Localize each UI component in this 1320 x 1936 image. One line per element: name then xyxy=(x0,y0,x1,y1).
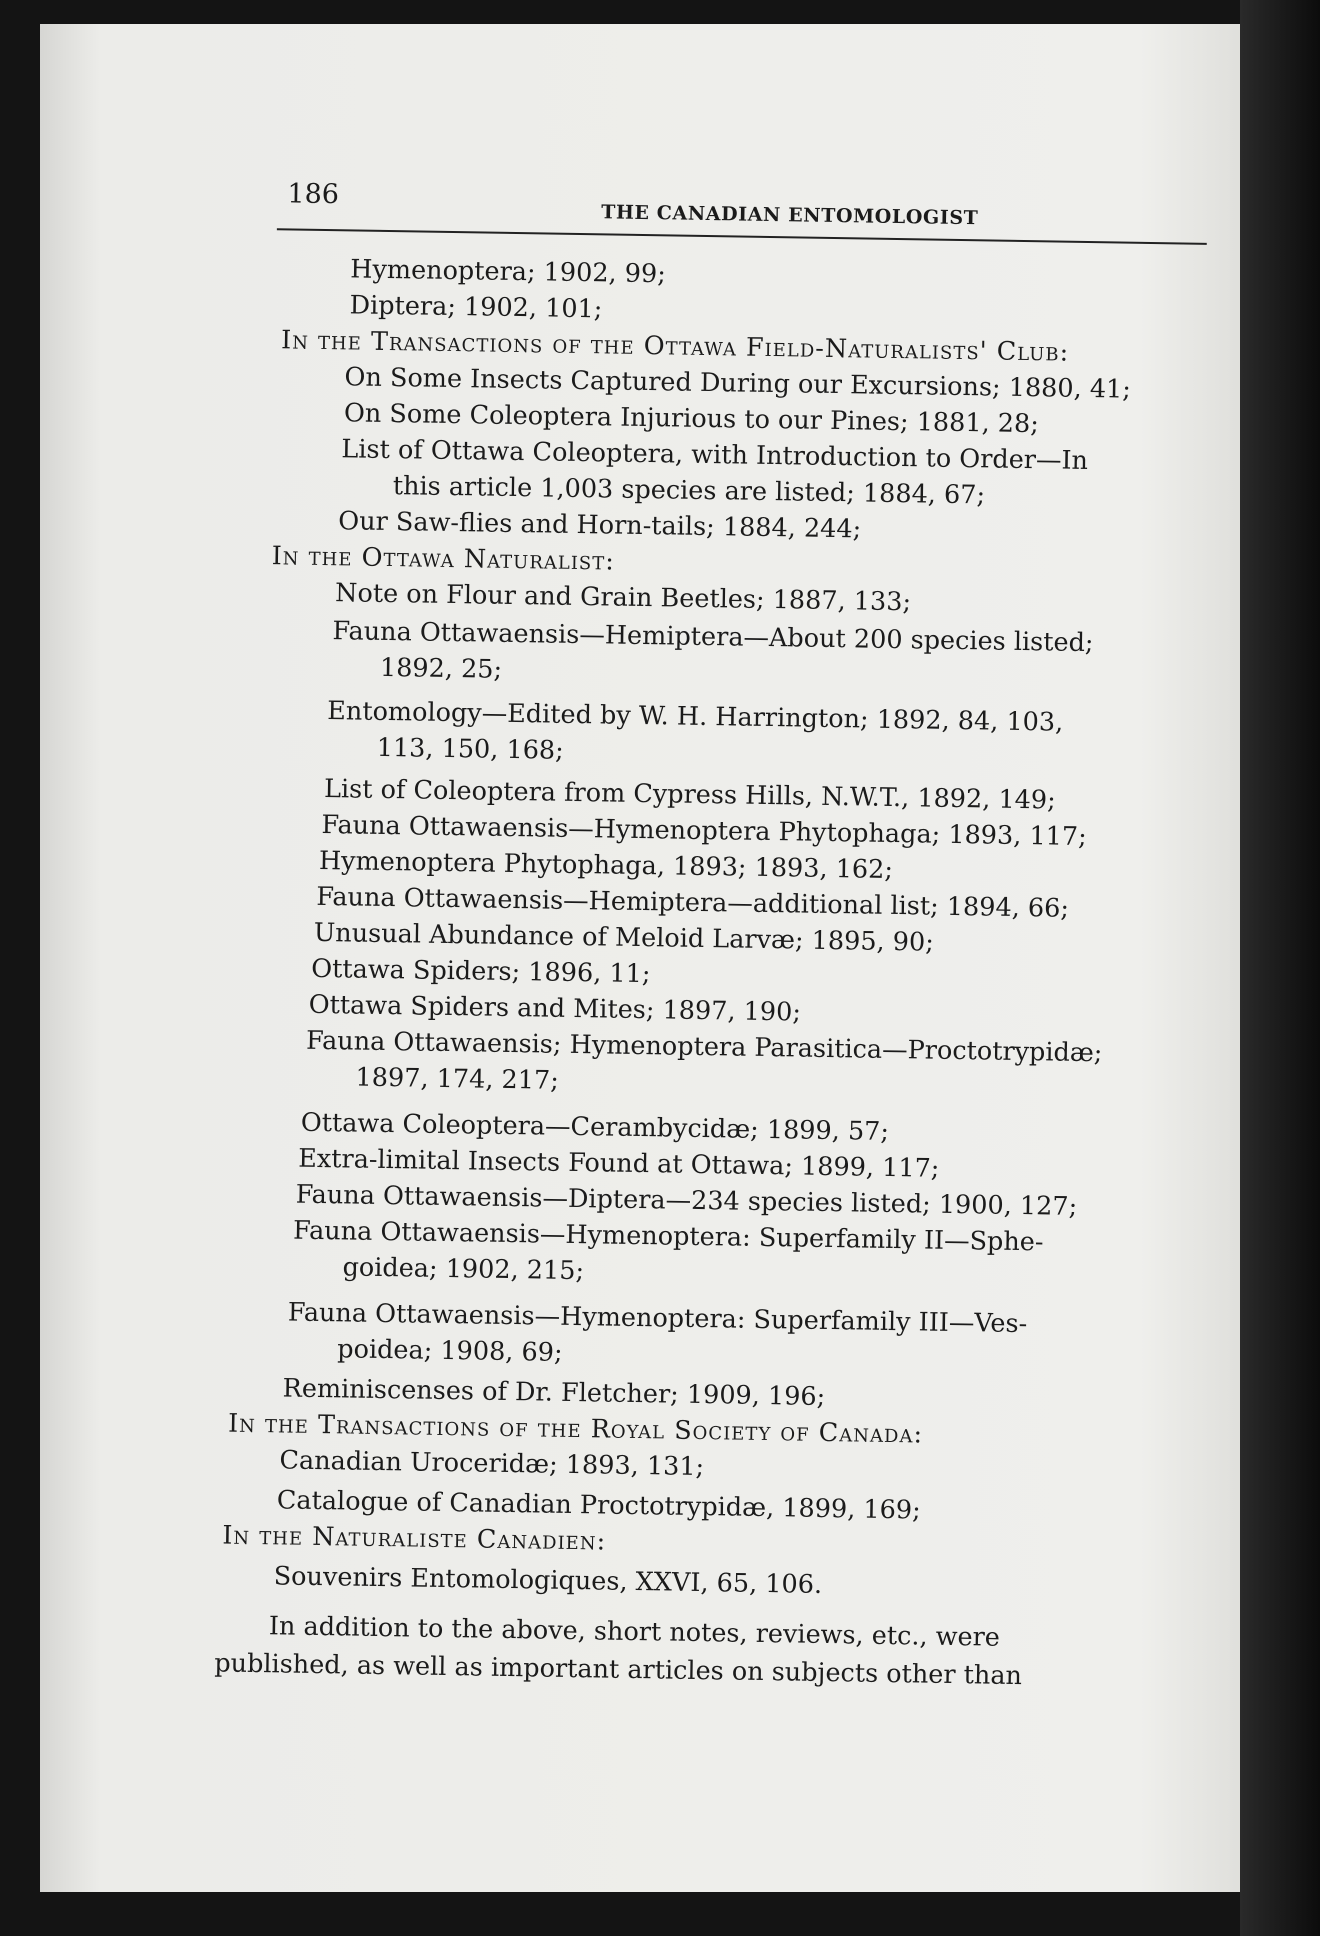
entry-line: On Some Coleoptera Injurious to our Pines; 1881, 28; xyxy=(343,398,1040,440)
section-heading: In the Transactions of the Royal Society of Canada: xyxy=(227,1408,924,1450)
entry-continuation: 113, 150, 168; xyxy=(376,732,564,766)
entry-line: On Some Insects Captured During our Excursions; 1880, 41; xyxy=(344,362,1132,405)
entry-line: List of Ottawa Coleoptera, with Introduction to Order—In xyxy=(341,434,1089,476)
entry-line: Souvenirs Entomologiques, XXVI, 65, 106. xyxy=(273,1561,823,1600)
entry-line: Diptera; 1902, 101; xyxy=(349,290,603,325)
section-heading: In the Transactions of the Ottawa Field-Naturalists' Club: xyxy=(280,325,1070,368)
entry-line: Reminiscenses of Dr. Fletcher; 1909, 196; xyxy=(282,1373,826,1412)
entry-line: Fauna Ottawaensis—Hymenoptera: Superfamily III—Ves- xyxy=(287,1297,1028,1340)
entry-line: Fauna Ottawaensis—Diptera—234 species listed; 1900, 127; xyxy=(295,1179,1078,1222)
running-head: THE CANADIAN ENTOMOLOGIST xyxy=(601,201,979,230)
entry-line: Fauna Ottawaensis; Hymenoptera Parasitica—Proctotrypidæ; xyxy=(305,1025,1103,1069)
header-rule xyxy=(277,228,1207,245)
entry-continuation: 1892, 25; xyxy=(379,652,503,685)
entry-line: Fauna Ottawaensis—Hemiptera—additional list; 1894, 66; xyxy=(316,881,1070,924)
paragraph-line: published, as well as important articles on subjects other than xyxy=(214,1648,1023,1692)
entry-line: Ottawa Spiders and Mites; 1897, 190; xyxy=(308,989,802,1028)
page-text-block xyxy=(25,15,1296,1902)
entry-line: Hymenoptera Phytophaga, 1893; 1893, 162; xyxy=(318,845,894,885)
paragraph-line: In addition to the above, short notes, reviews, etc., were xyxy=(268,1611,1001,1653)
entry-continuation: poidea; 1908, 69; xyxy=(337,1334,563,1368)
entry-line: List of Coleoptera from Cypress Hills, N.W.T., 1892, 149; xyxy=(323,774,1056,816)
entry-line: Fauna Ottawaensis—Hymenoptera Phytophaga; 1893, 117; xyxy=(321,809,1087,853)
entry-line: Extra-limital Insects Found at Ottawa; 1899, 117; xyxy=(298,1143,940,1184)
entry-line: Canadian Uroceridæ; 1893, 131; xyxy=(279,1445,705,1483)
entry-line: Hymenoptera; 1902, 99; xyxy=(350,254,667,290)
entry-line: Unusual Abundance of Meloid Larvæ; 1895, 90; xyxy=(313,917,935,958)
entry-line: Ottawa Spiders; 1896, 11; xyxy=(311,953,651,990)
book-page xyxy=(40,24,1282,1892)
entry-line: Fauna Ottawaensis—Hemiptera—About 200 species listed; xyxy=(332,616,1094,659)
entry-continuation: goidea; 1902, 215; xyxy=(342,1252,585,1287)
entry-line: Entomology—Edited by W. H. Harrington; 1892, 84, 103, xyxy=(327,696,1064,738)
section-heading: In the Ottawa Naturalist: xyxy=(271,541,616,577)
entry-line: Our Saw-flies and Horn-tails; 1884, 244; xyxy=(338,506,862,545)
entry-continuation: this article 1,003 species are listed; 1884, 67; xyxy=(392,471,986,511)
entry-continuation: 1897, 174, 217; xyxy=(355,1062,560,1096)
entry-line: Fauna Ottawaensis—Hymenoptera: Superfamily II—Sphe- xyxy=(292,1215,1044,1258)
page-number: 186 xyxy=(287,178,340,211)
entry-line: Ottawa Coleoptera—Cerambycidæ; 1899, 57; xyxy=(300,1107,890,1147)
entry-line: Note on Flour and Grain Beetles; 1887, 133; xyxy=(334,578,912,618)
entry-line: Catalogue of Canadian Proctotrypidæ, 1899, 169; xyxy=(276,1485,921,1526)
section-heading: In the Naturaliste Canadien: xyxy=(222,1520,607,1557)
book-spine-shadow xyxy=(1240,0,1320,1936)
